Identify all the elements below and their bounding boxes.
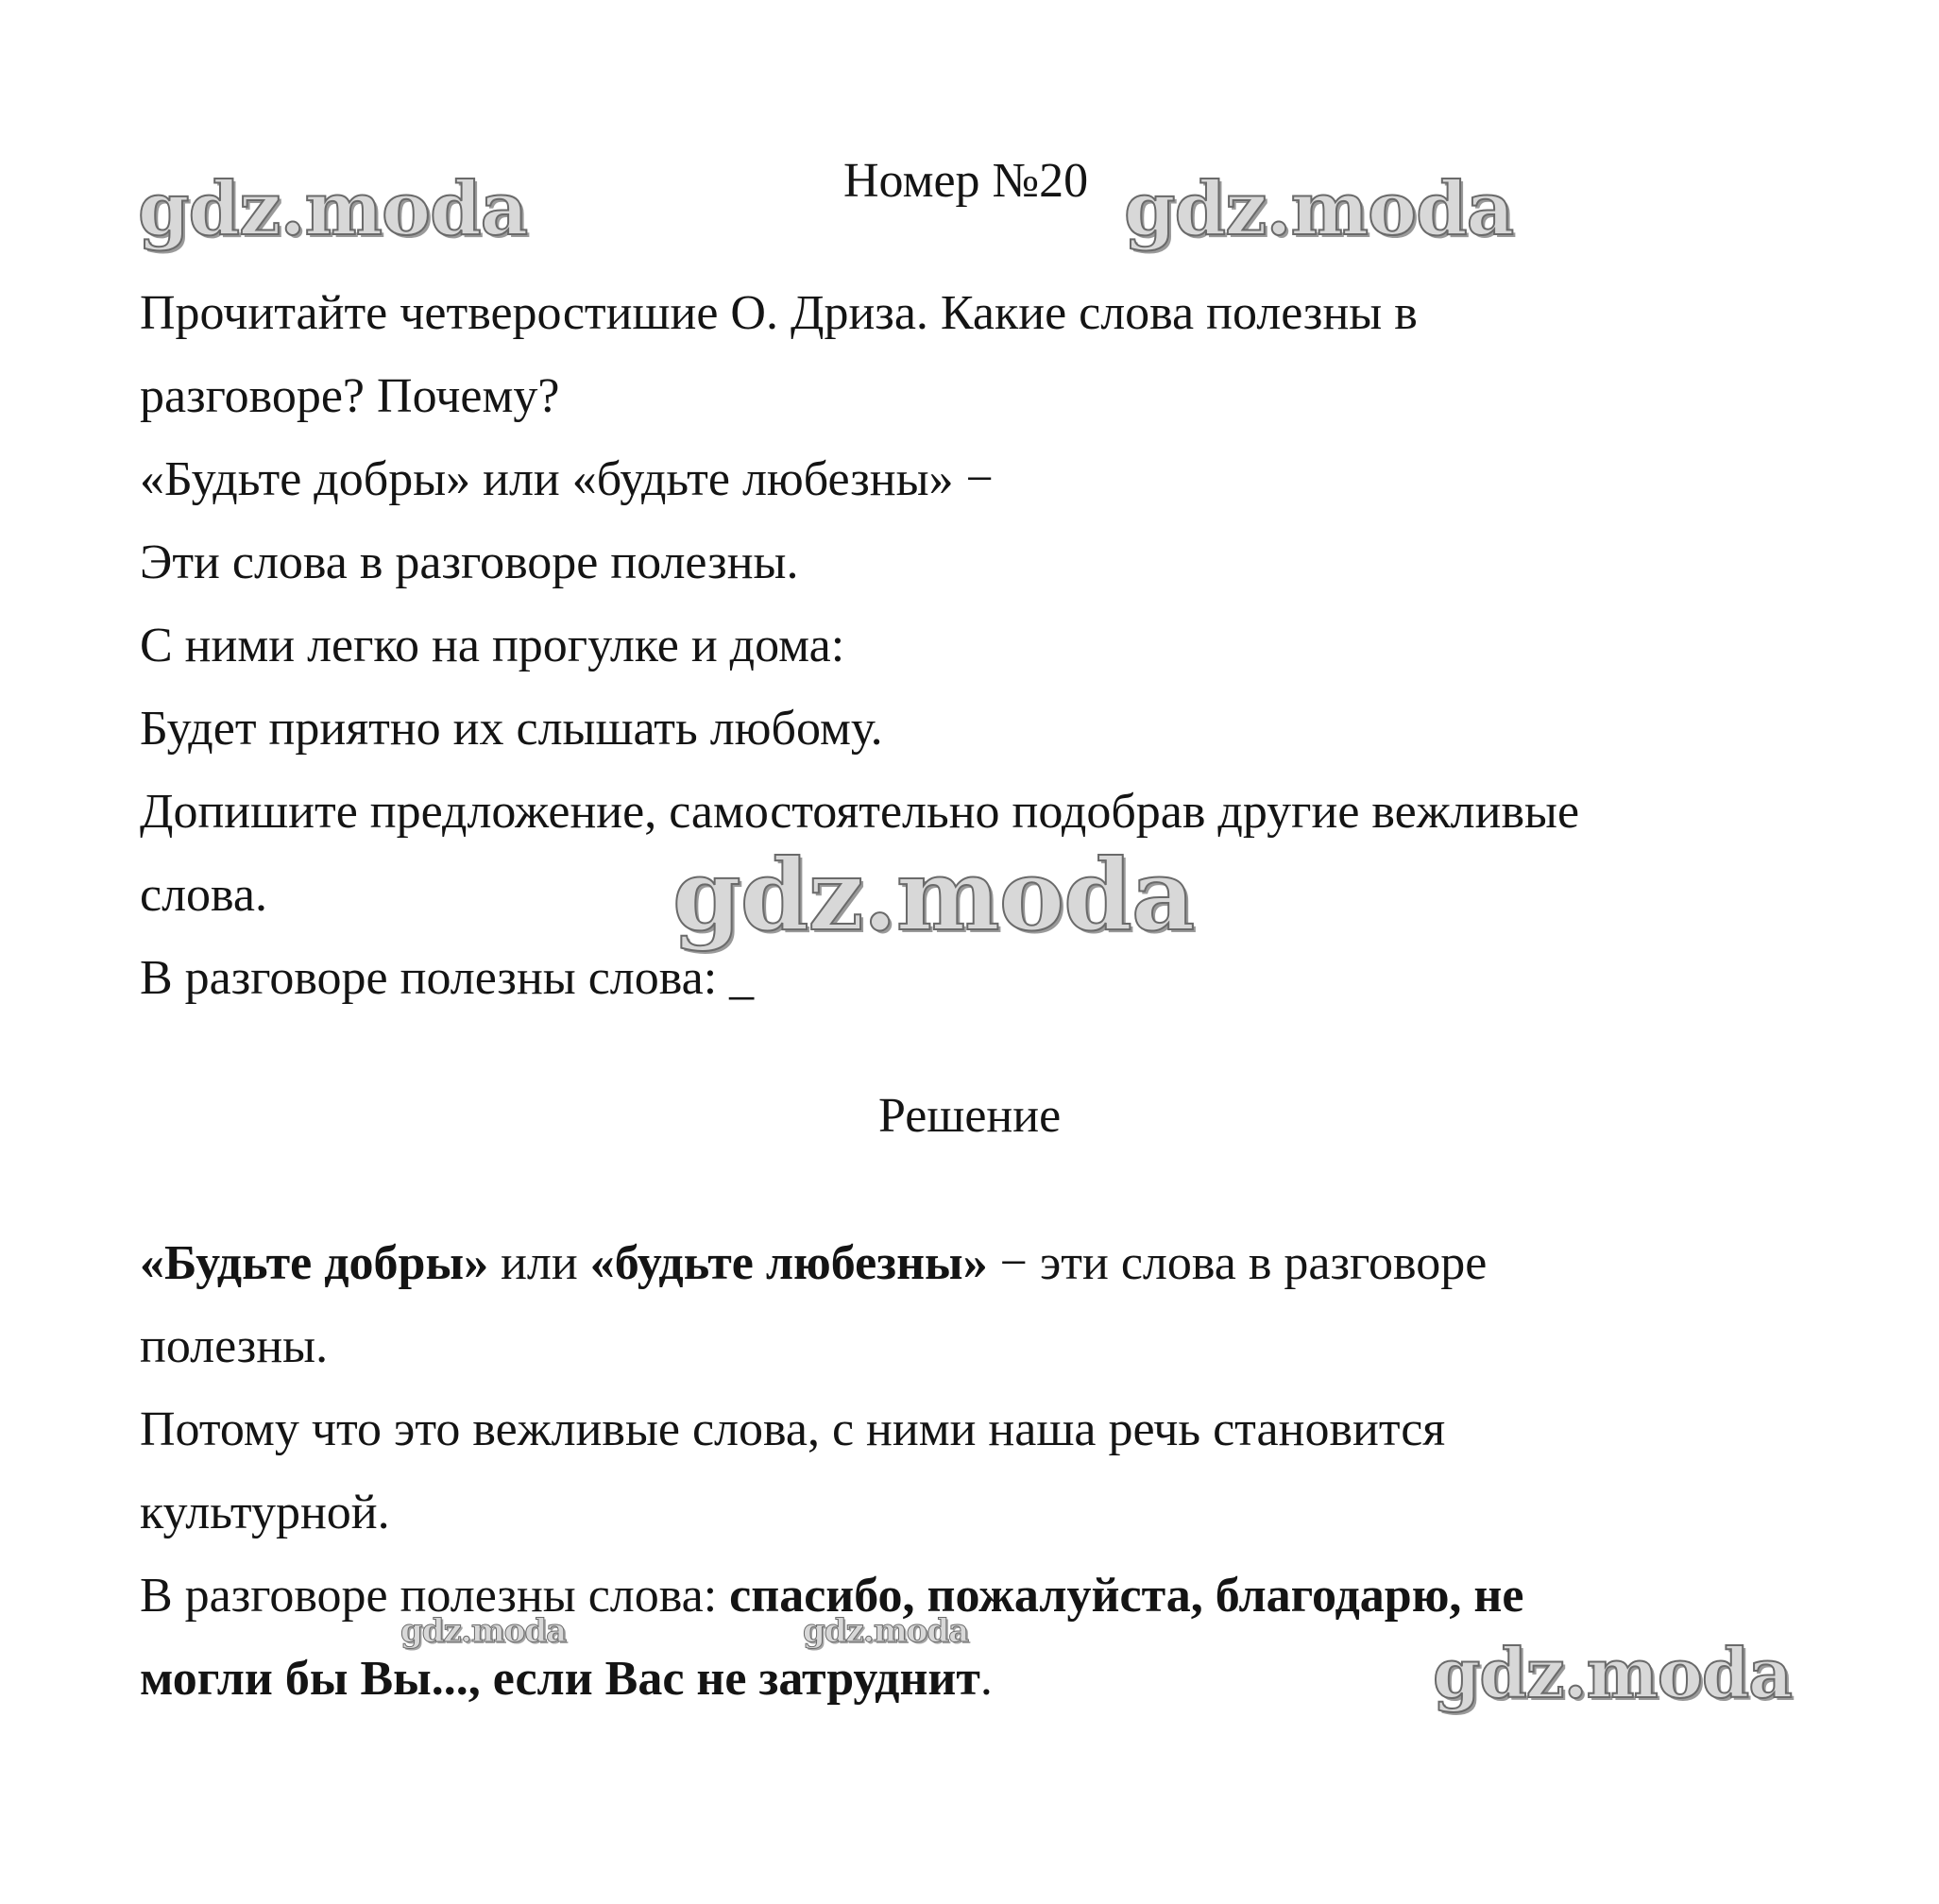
task-line: В разговоре полезны слова: _: [140, 951, 755, 1005]
task-line: Допишите предложение, самостоятельно подобрав другие вежливые: [140, 785, 1580, 839]
bold-phrase: «Будьте добры»: [140, 1236, 489, 1290]
solution-line: [140, 1233, 1487, 1294]
page-title: Номер №20: [843, 154, 1089, 208]
poem-line: Будет приятно их слышать любому.: [140, 702, 883, 756]
solution-heading: Решение: [878, 1089, 1062, 1143]
text-span: − эти слова в разговоре: [987, 1236, 1488, 1290]
watermark-logo: gdz.moda: [672, 837, 1195, 953]
solution-line: полезны.: [140, 1319, 329, 1373]
solution-line: [140, 1649, 993, 1709]
solution-line: Потому что это вежливые слова, с ними наша речь становится: [140, 1402, 1446, 1456]
bold-phrase: «будьте любезны»: [589, 1236, 988, 1290]
solution-line: [140, 1566, 1523, 1626]
watermark-logo: gdz.moda: [138, 166, 528, 252]
watermark-logo: gdz.moda: [1124, 166, 1514, 252]
task-line: слова.: [140, 868, 267, 922]
poem-line: Эти слова в разговоре полезны.: [140, 536, 799, 589]
watermark-logo: gdz.moda: [1433, 1633, 1792, 1713]
task-line: разговоре? Почему?: [140, 369, 560, 423]
text-span: В разговоре полезны слова:: [140, 1569, 730, 1623]
poem-line: С ними легко на прогулке и дома:: [140, 619, 845, 672]
solution-line: культурной.: [140, 1486, 390, 1539]
watermark-logo: gdz.moda: [400, 1612, 567, 1650]
poem-line: «Будьте добры» или «будьте любезны» −: [140, 452, 994, 506]
text-span: .: [979, 1652, 993, 1706]
bold-phrase: спасибо, пожалуйста, благодарю, не: [729, 1569, 1524, 1623]
task-line: Прочитайте четверостишие О. Дриза. Какие слова полезны в: [140, 286, 1418, 340]
text-span: или: [488, 1236, 590, 1290]
bold-phrase: могли бы Вы..., если Вас не затруднит: [140, 1652, 980, 1706]
watermark-logo: gdz.moda: [803, 1612, 969, 1650]
